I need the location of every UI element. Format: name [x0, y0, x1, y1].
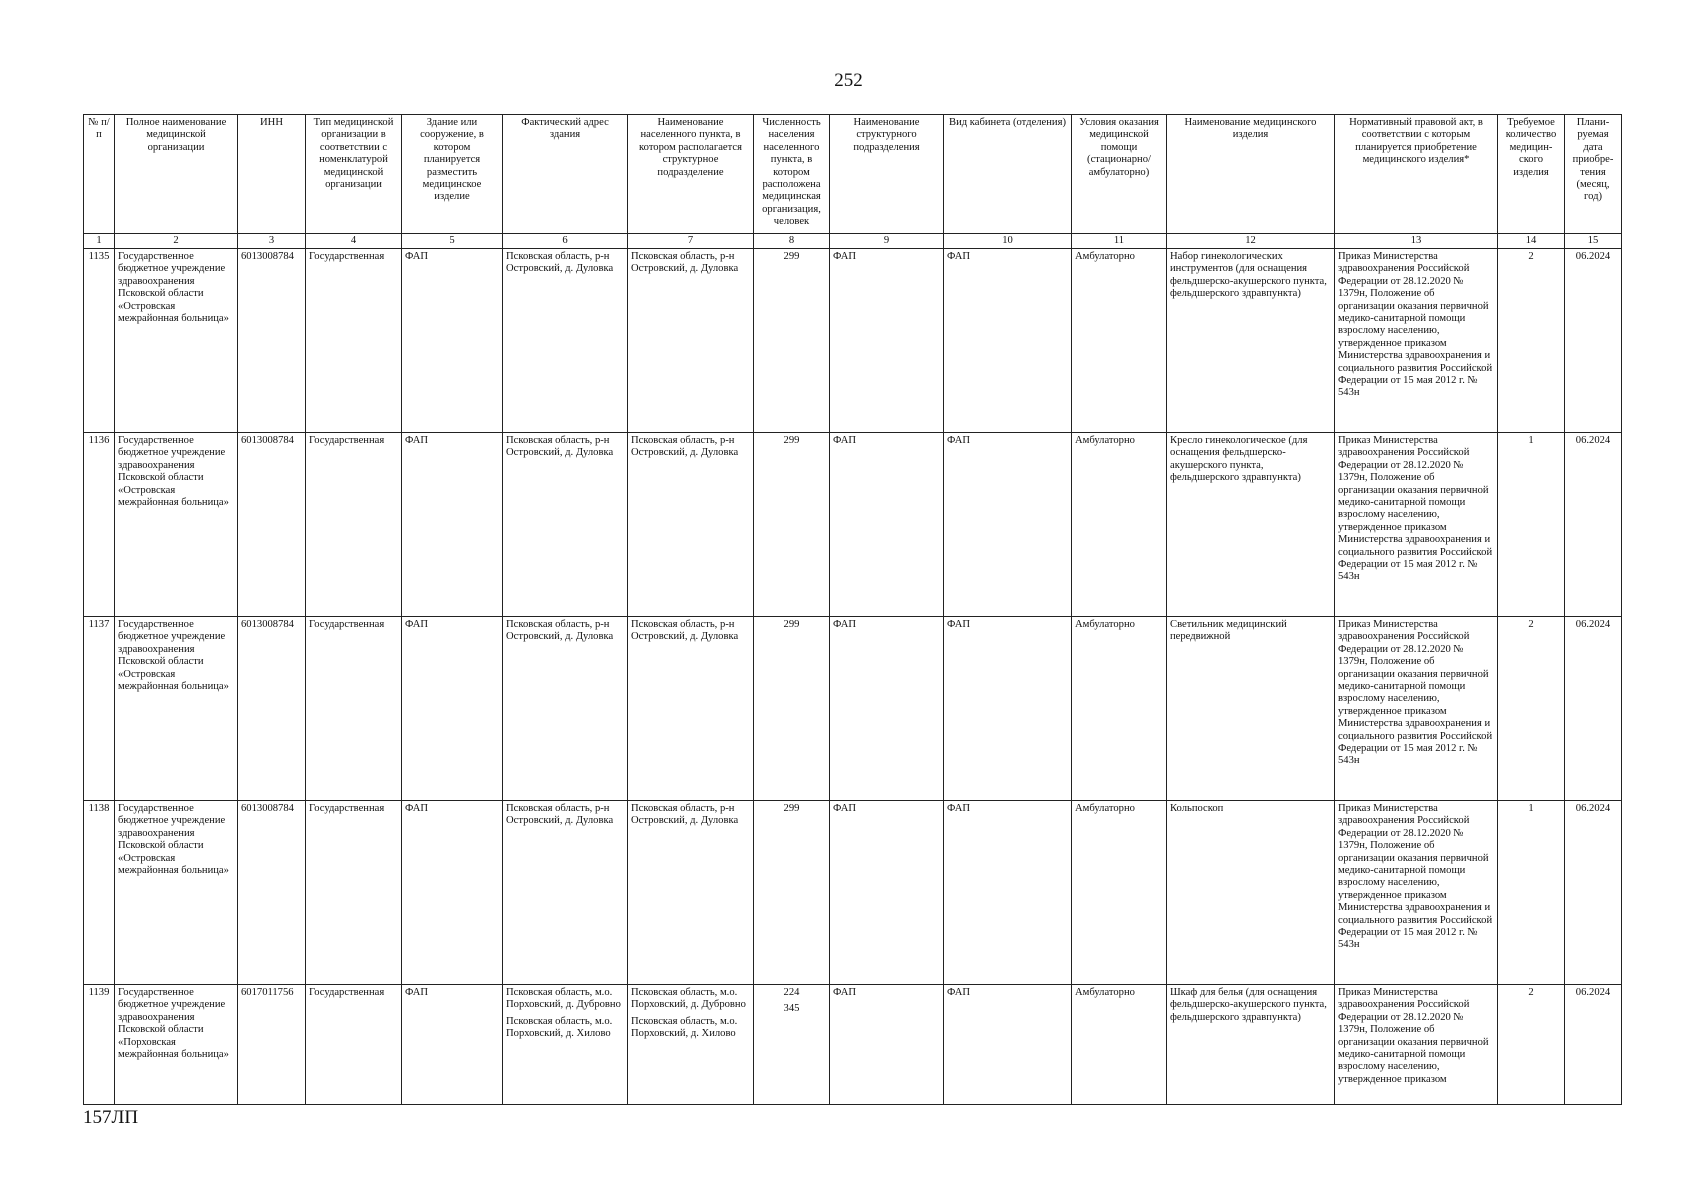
care-conditions-cell: Амбулаторно — [1072, 801, 1167, 985]
building-cell: ФАП — [402, 249, 503, 433]
column-header: Фактический адрес здания — [503, 115, 628, 234]
organization-type-cell: Государственная — [306, 433, 402, 617]
row-number-cell: 1139 — [84, 985, 115, 1105]
cabinet-type-cell: ФАП — [944, 249, 1072, 433]
column-header: Вид кабинета (отделения) — [944, 115, 1072, 234]
address-entry: Псковская область, р-н Островский, д. Дуловка — [506, 435, 614, 459]
legal-act-cell: Приказ Министерства здравоохранения Российской Федерации от 28.12.2020 № 1379н, Положение об организации оказания первичной медико-санитарной помощи взрослому населению, утвержденное приказом Министерства здравоохранения и социального развития Российской Федерации от 15 мая 2012 г. № 543н — [1335, 249, 1498, 433]
address-entry: Псковская область, м.о. Порховский, д. Хилово — [506, 1015, 613, 1040]
quantity-cell: 2 — [1498, 249, 1565, 433]
building-cell: ФАП — [402, 617, 503, 801]
inn-cell: 6017011756 — [238, 985, 306, 1105]
care-conditions-cell: Амбулаторно — [1072, 433, 1167, 617]
quantity-cell: 1 — [1498, 801, 1565, 985]
organization-name-cell: Государственное бюджетное учреждение здравоохранения Псковской области «Островская межрайонная больница» — [115, 801, 238, 985]
care-conditions-cell: Амбулаторно — [1072, 617, 1167, 801]
locality-entry: Псковская область, р-н Островский, д. Дуловка — [631, 435, 739, 459]
table-body — [84, 249, 1622, 1105]
inn-cell: 6013008784 — [238, 433, 306, 617]
address-cell — [503, 433, 628, 617]
table-row — [84, 249, 1622, 433]
address-entry: Псковская область, м.о. Порховский, д. Дубровно — [506, 987, 621, 1011]
organization-name-cell: Государственное бюджетное учреждение здравоохранения Псковской области «Островская межрайонная больница» — [115, 617, 238, 801]
registry-table — [83, 114, 1622, 1105]
address-cell — [503, 801, 628, 985]
address-entry: Псковская область, р-н Островский, д. Дуловка — [506, 803, 614, 827]
cabinet-type-cell: ФАП — [944, 433, 1072, 617]
population-cell — [754, 433, 830, 617]
structural-unit-cell: ФАП — [830, 433, 944, 617]
inn-cell: 6013008784 — [238, 249, 306, 433]
purchase-date-cell: 06.2024 — [1565, 433, 1622, 617]
purchase-date-cell: 06.2024 — [1565, 617, 1622, 801]
device-name-cell: Набор гинекологических инструментов (для оснащения фельдшерско-акушерского пункта, фельдшерского здравпункта) — [1167, 249, 1335, 433]
organization-type-cell: Государственная — [306, 801, 402, 985]
legal-act-cell: Приказ Министерства здравоохранения Российской Федерации от 28.12.2020 № 1379н, Положение об организации оказания первичной медико-санитарной помощи взрослому населению, утвержденное приказом Министерства здравоохранения и социального развития Российской Федерации от 15 мая 2012 г. № 543н — [1335, 801, 1498, 985]
care-conditions-cell: Амбулаторно — [1072, 985, 1167, 1105]
column-number: 10 — [944, 234, 1072, 249]
population-entry: 299 — [783, 435, 800, 446]
locality-entry: Псковская область, р-н Островский, д. Дуловка — [631, 619, 739, 643]
column-number: 2 — [115, 234, 238, 249]
column-number: 15 — [1565, 234, 1622, 249]
structural-unit-cell: ФАП — [830, 985, 944, 1105]
column-header: Здание или сооружение, в котором планируется разместить медицинское изделие — [402, 115, 503, 234]
column-header: Тип медицинской организации в соответствии с номенклатурой медицинской организации — [306, 115, 402, 234]
purchase-date-cell: 06.2024 — [1565, 985, 1622, 1105]
locality-cell — [628, 617, 754, 801]
locality-cell — [628, 249, 754, 433]
purchase-date-cell: 06.2024 — [1565, 801, 1622, 985]
organization-type-cell: Государственная — [306, 985, 402, 1105]
column-number: 14 — [1498, 234, 1565, 249]
cabinet-type-cell: ФАП — [944, 985, 1072, 1105]
column-header: Наименование структурного подразделения — [830, 115, 944, 234]
column-header: Наименование населенного пункта, в котором располагается структурное подразделение — [628, 115, 754, 234]
legal-act-cell: Приказ Министерства здравоохранения Российской Федерации от 28.12.2020 № 1379н, Положение об организации оказания первичной медико-санитарной помощи взрослому населению, утвержденное приказом Министерства здравоохранения и социального развития Российской Федерации от 15 мая 2012 г. № 543н — [1335, 433, 1498, 617]
table-row — [84, 801, 1622, 985]
column-number: 4 — [306, 234, 402, 249]
column-number: 7 — [628, 234, 754, 249]
column-header: Численность населения населенного пункта, в котором расположена медицинская организация, человек — [754, 115, 830, 234]
column-number: 6 — [503, 234, 628, 249]
column-number: 12 — [1167, 234, 1335, 249]
column-number: 5 — [402, 234, 503, 249]
locality-entry: Псковская область, р-н Островский, д. Дуловка — [631, 803, 739, 827]
quantity-cell: 1 — [1498, 433, 1565, 617]
population-cell — [754, 617, 830, 801]
care-conditions-cell: Амбулаторно — [1072, 249, 1167, 433]
population-entry: 345 — [783, 1003, 800, 1015]
column-number: 3 — [238, 234, 306, 249]
structural-unit-cell: ФАП — [830, 617, 944, 801]
population-cell — [754, 801, 830, 985]
address-cell — [503, 985, 628, 1105]
legal-act-cell: Приказ Министерства здравоохранения Российской Федерации от 28.12.2020 № 1379н, Положение об организации оказания первичной медико-санитарной помощи взрослому населению, утвержденное приказом Министерства здравоохранения и социального развития Российской Федерации от 15 мая 2012 г. № 543н — [1335, 617, 1498, 801]
page-number: 252 — [834, 70, 863, 91]
population-entry: 299 — [783, 251, 800, 262]
row-number-cell: 1138 — [84, 801, 115, 985]
column-header: Условия оказания медицинской помощи (стационарно/ амбулаторно) — [1072, 115, 1167, 234]
organization-name-cell: Государственное бюджетное учреждение здравоохранения Псковской области «Островская межрайонная больница» — [115, 433, 238, 617]
organization-type-cell: Государственная — [306, 617, 402, 801]
column-number: 1 — [84, 234, 115, 249]
device-name-cell: Светильник медицинский передвижной — [1167, 617, 1335, 801]
address-entry: Псковская область, р-н Островский, д. Дуловка — [506, 251, 614, 275]
structural-unit-cell: ФАП — [830, 249, 944, 433]
population-entry: 224 — [783, 987, 800, 998]
cabinet-type-cell: ФАП — [944, 617, 1072, 801]
purchase-date-cell: 06.2024 — [1565, 249, 1622, 433]
column-header: № п/п — [84, 115, 115, 234]
column-header: Полное наименование медицинской организации — [115, 115, 238, 234]
population-entry: 299 — [783, 803, 800, 814]
header-row — [84, 115, 1622, 234]
building-cell: ФАП — [402, 801, 503, 985]
population-entry: 299 — [783, 619, 800, 630]
column-number: 8 — [754, 234, 830, 249]
quantity-cell: 2 — [1498, 985, 1565, 1105]
column-header: Требуемое количество медицин-ского изделия — [1498, 115, 1565, 234]
device-name-cell: Кольпоскоп — [1167, 801, 1335, 985]
population-cell — [754, 985, 830, 1105]
building-cell: ФАП — [402, 433, 503, 617]
column-header: Наименование медицинского изделия — [1167, 115, 1335, 234]
locality-cell — [628, 801, 754, 985]
locality-cell — [628, 433, 754, 617]
row-number-cell: 1136 — [84, 433, 115, 617]
column-number-row — [84, 234, 1622, 249]
device-name-cell: Шкаф для белья (для оснащения фельдшерско-акушерского пункта, фельдшерского здравпункта) — [1167, 985, 1335, 1105]
row-number-cell: 1135 — [84, 249, 115, 433]
column-header: Нормативный правовой акт, в соответствии с которым планируется приобретение медицинского изделия* — [1335, 115, 1498, 234]
legal-act-cell: Приказ Министерства здравоохранения Российской Федерации от 28.12.2020 № 1379н, Положение об организации оказания первичной медико-санитарной помощи взрослому населению, утвержденное приказом — [1335, 985, 1498, 1105]
organization-name-cell: Государственное бюджетное учреждение здравоохранения Псковской области «Островская межрайонная больница» — [115, 249, 238, 433]
column-number: 11 — [1072, 234, 1167, 249]
device-name-cell: Кресло гинекологическое (для оснащения фельдшерско-акушерского пункта, фельдшерского здравпункта) — [1167, 433, 1335, 617]
organization-type-cell: Государственная — [306, 249, 402, 433]
column-header: Плани-руемая дата приобре-тения (месяц, год) — [1565, 115, 1622, 234]
quantity-cell: 2 — [1498, 617, 1565, 801]
locality-entry: Псковская область, р-н Островский, д. Дуловка — [631, 251, 739, 275]
column-number: 9 — [830, 234, 944, 249]
row-number-cell: 1137 — [84, 617, 115, 801]
column-header: ИНН — [238, 115, 306, 234]
inn-cell: 6013008784 — [238, 801, 306, 985]
organization-name-cell: Государственное бюджетное учреждение здравоохранения Псковской области «Порховская межрайонная больница» — [115, 985, 238, 1105]
table-row — [84, 617, 1622, 801]
locality-entry: Псковская область, м.о. Порховский, д. Хилово — [631, 1015, 738, 1040]
address-cell — [503, 249, 628, 433]
building-cell: ФАП — [402, 985, 503, 1105]
table-row — [84, 985, 1622, 1105]
table-row — [84, 433, 1622, 617]
locality-entry: Псковская область, м.о. Порховский, д. Дубровно — [631, 987, 746, 1011]
address-cell — [503, 617, 628, 801]
address-entry: Псковская область, р-н Островский, д. Дуловка — [506, 619, 614, 643]
cabinet-type-cell: ФАП — [944, 801, 1072, 985]
inn-cell: 6013008784 — [238, 617, 306, 801]
column-number: 13 — [1335, 234, 1498, 249]
population-cell — [754, 249, 830, 433]
footer-code: 157ЛП — [83, 1107, 139, 1128]
locality-cell — [628, 985, 754, 1105]
structural-unit-cell: ФАП — [830, 801, 944, 985]
